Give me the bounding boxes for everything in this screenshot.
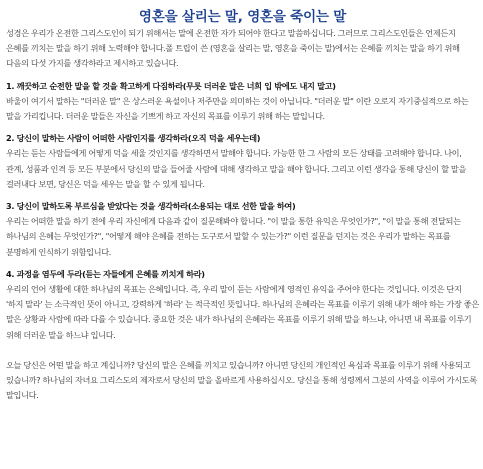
page-title: 영혼을 살리는 말, 영혼을 죽이는 말 xyxy=(138,9,347,25)
section-body-3: 우리는 어떠한 말을 하기 전에 우리 자신에게 다음과 같이 질문해봐야 합니다. "이 말을 통한 유익은 무엇인가?", "이 말을 통해 전달되는 하나님의 은혜는 무엇인가?", "어떻게 해야 은혜를 전하는 도구로서 말할 수 있는가?" 이런 질문을 던지는 것은 우리가 말하는 목표를 분명하게 인식하기 위함입니다. xyxy=(6,216,461,257)
section-heading-2: 2. 당신이 말하는 사람이 어떠한 사람인지를 생각하라(오직 덕을 세우는데) xyxy=(6,133,261,144)
section-heading-3: 3. 당신이 말하도록 부르심을 받았다는 것을 생각하라(소용되는 대로 선한 말을 하여) xyxy=(6,201,296,212)
section-body-4: 우리의 언어 생활에 대한 하나님의 목표는 은혜입니다. 즉, 우리 말이 듣는 사람에게 영적인 유익을 주어야 한다는 것입니다. 이것은 단지 '하지 말라' 는 소극적인 뜻이 아니고, 강력하게 '하라' 는 적극적인 뜻입니다. 하나님의 은혜라는 목표를 이루기 위해 내가 해야 하는 가장 좋은 말은 상황과 사람에 따라 다를 수 있습니다. 중요한 것은 내가 하나님의 은혜라는 목표를 이루기 위해 말을 하느냐, 아니면 내 목표를 이루기 위해 더러운 말을 하느냐 입니다. xyxy=(6,284,479,340)
section-heading-1: 1. 깨끗하고 순전한 말을 할 것을 확고하게 다짐하라(무릇 더러운 말은 너희 입 밖에도 내지 말고) xyxy=(6,80,336,91)
closing-paragraph: 오늘 당신은 어떤 말을 하고 계십니까? 당신의 말은 은혜를 끼치고 있습니까? 아니면 당신의 개인적인 욕심과 목표를 이루기 위해 사용되고 있습니까? 하나님의 자녀요 그리스도의 제자로서 당신의 말을 올바르게 사용하십시오. 당신을 통해 성령께서 그분의 사역을 이루어 가시도록 말입니다. xyxy=(6,359,477,401)
intro-paragraph: 성경은 우리가 온전한 그리스도인이 되기 위해서는 말에 온전한 자가 되어야 한다고 말씀하십니다. 그러므로 그리스도인들은 언제든지 은혜를 끼치는 말을 하기 위해 노력해야 합니다.폴 트립이 쓴 (영혼을 살리는 말, 영혼을 죽이는 말)에서는 은혜를 끼치는 말을 하기 위해 다음의 다섯 가지를 생각하라고 제시하고 있습니다. xyxy=(6,28,460,69)
section-2 xyxy=(6,131,479,192)
section-4 xyxy=(6,267,479,343)
section-body-2: 우리는 듣는 사람들에게 어떻게 덕을 세울 것인지를 생각하면서 말해야 합니다. 가능한 한 그 사람의 모든 상태를 고려해야 합니다. 나이, 관계, 성품과 인격 등 모든 부분에서 당신의 말을 들어줄 사람에 대해 생각하고 말을 해야 합니다. 그리고 이런 생각을 통해 당신이 할 말을 걸러내다 보면, 당신은 덕을 세우는 말을 할 수 있게 됩니다. xyxy=(6,148,467,189)
section-1 xyxy=(6,79,479,125)
section-body-1: 바울이 여기서 말하는 "더러운 말" 은 상스러운 욕설이나 저주만을 의미하는 것이 아닙니다. "더러운 말" 이란 오로지 자기중심적으로 하는 말을 가리킵니다. 더러운 말들은 자신을 기쁘게 하고 자신의 목표를 이루기 위해 하는 말입니다. xyxy=(6,95,469,122)
section-heading-4: 4. 과정을 염두에 두라(듣는 자들에게 은혜를 끼치게 하라) xyxy=(6,268,205,279)
section-3 xyxy=(6,199,479,260)
